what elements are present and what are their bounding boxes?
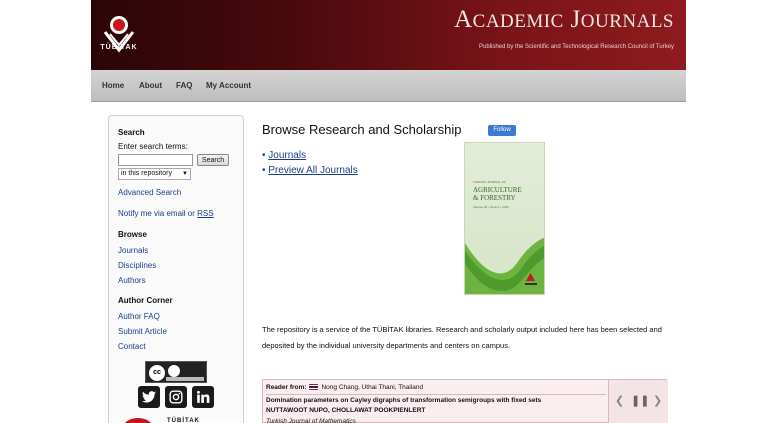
search-heading: Search — [118, 128, 145, 137]
brand-title-initial-2: J — [570, 6, 581, 33]
logo-text: TÜBİTAK — [100, 44, 138, 51]
brand-title-initial-1: A — [454, 6, 473, 33]
reader-ticker-body[interactable] — [263, 380, 608, 423]
repository-description: The repository is a service of the TÜBİTAK libraries. Research and scholarly output included here has been selected and deposited by the individual university departments and centers on campus. — [262, 325, 662, 350]
site-banner — [91, 0, 686, 70]
journals-link[interactable]: • Journals — [262, 150, 307, 161]
tubitak-footer-text: TÜBİTAK — [167, 418, 200, 423]
brand-subtitle: Published by the Scientific and Technological Research Council of Turkey — [479, 44, 674, 50]
nav-item-faq[interactable]: FAQ — [176, 81, 193, 90]
search-scope-value: in this repository — [121, 170, 172, 177]
submit-article-link[interactable]: Submit Article — [118, 327, 167, 336]
browse-heading: Browse — [118, 230, 147, 239]
notify-link[interactable] — [118, 209, 214, 218]
browse-authors-link[interactable]: Authors — [118, 276, 146, 285]
reader-location — [266, 384, 423, 391]
main-nav — [91, 70, 686, 102]
ticker-divider — [266, 394, 606, 395]
linkedin-icon[interactable] — [192, 386, 214, 408]
chevron-down-icon: ▼ — [182, 171, 188, 177]
cover-title-line-1: AGRICULTURE — [473, 186, 522, 194]
reader-ticker — [262, 379, 667, 423]
author-corner-heading: Author Corner — [118, 296, 173, 305]
page — [91, 0, 686, 423]
tubitak-footer-logo-icon — [123, 418, 153, 423]
by-mark — [168, 365, 180, 377]
browse-journals-link[interactable]: Journals — [118, 246, 149, 255]
twitter-icon[interactable] — [138, 386, 160, 408]
nav-item-home[interactable]: Home — [102, 81, 125, 90]
preview-journals-link[interactable]: • Preview All Journals — [262, 165, 358, 176]
reader-paper-title[interactable]: Domination parameters on Cayley digraphs of transformation semigroups with fixed sets — [266, 397, 542, 404]
preview-journals-link-label: Preview All Journals — [268, 165, 358, 176]
browse-disciplines-link[interactable]: Disciplines — [118, 261, 157, 270]
instagram-icon[interactable] — [165, 386, 187, 408]
page-title: Browse Research and Scholarship — [262, 122, 462, 137]
cover-subtitle: Volume 46 • Issue 1 • 2022 — [473, 205, 509, 209]
cover-pre-title: TURKISH JOURNAL OF — [473, 180, 506, 184]
cc-mark: cc — [149, 365, 165, 381]
search-button[interactable]: Search — [197, 154, 229, 166]
follow-button[interactable]: Follow — [488, 125, 516, 136]
contact-link[interactable]: Contact — [118, 342, 146, 351]
search-scope-select[interactable] — [118, 168, 191, 180]
next-icon[interactable]: ❯ — [653, 395, 663, 407]
reader-paper-journal: Turkish Journal of Mathematics — [266, 418, 356, 423]
creative-commons-icon[interactable] — [145, 361, 207, 383]
journal-cover-image[interactable] — [464, 142, 545, 295]
brand-title-rest-1: CADEMIC — [472, 11, 564, 32]
search-prompt: Enter search terms: — [118, 142, 188, 151]
cover-swoosh-icon — [465, 223, 545, 295]
reader-label: Reader from: — [266, 384, 307, 391]
author-faq-link[interactable]: Author FAQ — [118, 312, 160, 321]
ticker-controls — [608, 380, 668, 423]
brand-title[interactable] — [454, 6, 674, 34]
nav-item-about[interactable]: About — [139, 81, 163, 90]
cover-title — [473, 186, 522, 202]
advanced-search-link[interactable]: Advanced Search — [118, 188, 182, 197]
thailand-flag-icon — [309, 384, 318, 390]
reader-location-text: Nong Chang, Uthai Thani, Thailand — [321, 384, 424, 391]
notify-text: Notify me via email or — [118, 209, 195, 218]
pause-icon[interactable]: ❚❚ — [631, 395, 650, 407]
prev-icon[interactable]: ❮ — [615, 395, 625, 407]
search-input[interactable] — [118, 154, 193, 166]
cover-title-line-2: & FORESTRY — [473, 194, 516, 202]
nav-item-my-account[interactable]: My Account — [206, 81, 252, 90]
sidebar — [108, 115, 244, 423]
journals-link-label: Journals — [268, 150, 307, 161]
license-bar — [166, 377, 204, 381]
reader-paper-authors: NUTTAWOOT NUPO, CHOLLAWAT POOKPIENLERT — [266, 407, 426, 414]
rss-link[interactable]: RSS — [197, 209, 214, 218]
brand-title-rest-2: OURNALS — [580, 11, 674, 32]
